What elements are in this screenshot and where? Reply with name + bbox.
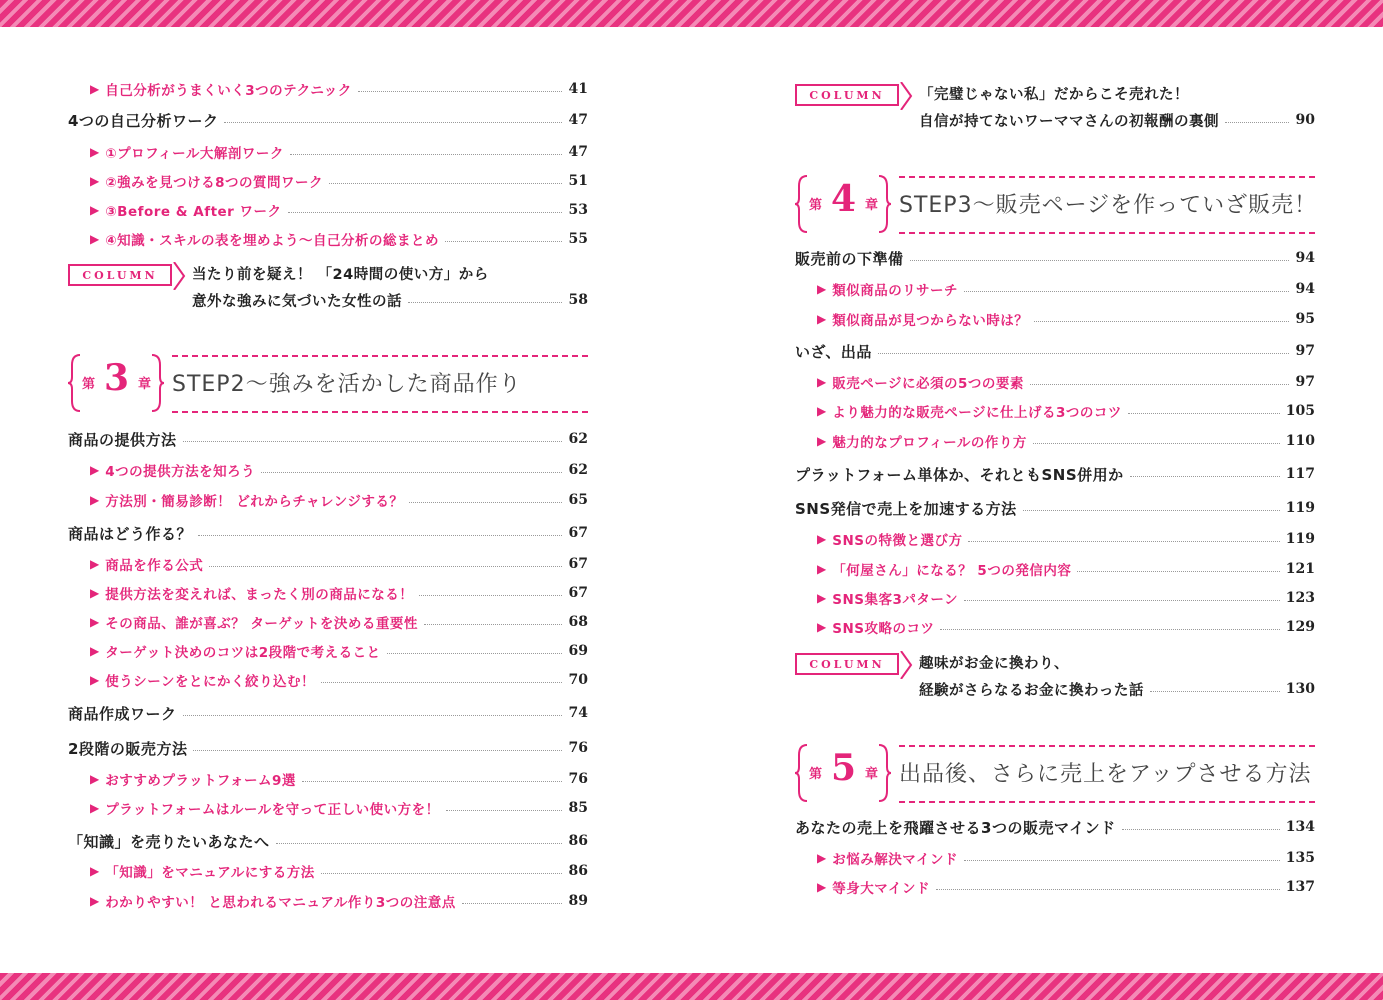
entry-title: ③Before & After ワーク bbox=[105, 204, 282, 220]
triangle-bullet-icon: ▶ bbox=[90, 82, 100, 96]
dot-leader bbox=[1122, 828, 1280, 830]
column-tag: COLUMN bbox=[68, 264, 172, 286]
chapter-4-header[interactable] bbox=[795, 176, 1318, 246]
triangle-bullet-icon: ▶ bbox=[90, 615, 100, 629]
toc-subentry[interactable] bbox=[795, 430, 1315, 452]
dot-leader bbox=[321, 872, 562, 874]
chapter-rule-top bbox=[899, 745, 1315, 747]
toc-entry[interactable] bbox=[68, 109, 588, 131]
entry-title: 方法別・簡易診断！ どれからチャレンジする？ bbox=[105, 494, 404, 510]
chapter-title: 出品後、さらに売上をアップさせる方法 bbox=[899, 762, 1312, 787]
toc-subentry[interactable] bbox=[68, 459, 588, 481]
page-number: 70 bbox=[568, 672, 588, 688]
dot-leader bbox=[1023, 509, 1280, 511]
page-number: 47 bbox=[568, 112, 588, 128]
page-number: 41 bbox=[568, 81, 588, 97]
chapter-rule-bottom bbox=[172, 411, 588, 413]
triangle-bullet-icon: ▶ bbox=[817, 532, 827, 546]
page-number: 68 bbox=[568, 614, 588, 630]
toc-subentry[interactable] bbox=[795, 528, 1315, 550]
entry-title: 販売ページに必須の5つの要素 bbox=[832, 376, 1024, 392]
triangle-bullet-icon: ▶ bbox=[90, 864, 100, 878]
triangle-bullet-icon: ▶ bbox=[90, 673, 100, 687]
toc-subentry[interactable] bbox=[795, 876, 1315, 898]
column-title-line1: 趣味がお金に換わり、 bbox=[919, 655, 1069, 672]
toc-subentry[interactable] bbox=[68, 141, 588, 163]
column-entry[interactable] bbox=[68, 262, 588, 318]
dot-leader bbox=[387, 652, 562, 654]
triangle-bullet-icon: ▶ bbox=[817, 404, 827, 418]
entry-title: 「知識」を売りたいあなたへ bbox=[68, 832, 270, 851]
dot-leader bbox=[302, 780, 562, 782]
entry-title: SNS発信で売上を加速する方法 bbox=[795, 499, 1017, 518]
chapter-sho: 章 bbox=[865, 198, 879, 213]
toc-entry[interactable] bbox=[795, 497, 1315, 519]
column-title-line2: 意外な強みに気づいた女性の話 bbox=[192, 293, 402, 310]
page-number: 76 bbox=[568, 771, 588, 787]
chapter-dai: 第 bbox=[809, 767, 823, 782]
dot-leader bbox=[445, 240, 562, 242]
entry-title: 4つの自己分析ワーク bbox=[68, 111, 219, 130]
column-tag-chevron-icon bbox=[899, 651, 913, 679]
chapter-5-header[interactable] bbox=[795, 745, 1315, 815]
entry-title: ターゲット決めのコツは2段階で考えること bbox=[105, 645, 381, 661]
page-number: 123 bbox=[1285, 590, 1315, 606]
triangle-bullet-icon: ▶ bbox=[90, 463, 100, 477]
column-tag: COLUMN bbox=[795, 653, 899, 675]
page-number: 135 bbox=[1285, 850, 1315, 866]
column-page: 90 bbox=[1295, 112, 1315, 128]
triangle-bullet-icon: ▶ bbox=[817, 851, 827, 865]
column-page: 58 bbox=[568, 292, 588, 308]
toc-entry[interactable] bbox=[68, 522, 588, 544]
page-number: 67 bbox=[568, 525, 588, 541]
triangle-bullet-icon: ▶ bbox=[90, 203, 100, 217]
page-number: 67 bbox=[568, 585, 588, 601]
column-title-line1: 「完璧じゃない私」だからこそ売れた！ bbox=[919, 86, 1189, 103]
dot-leader bbox=[419, 594, 562, 596]
chapter-rule-top bbox=[899, 176, 1315, 178]
toc-subentry[interactable] bbox=[68, 489, 588, 511]
dot-leader bbox=[968, 540, 1279, 542]
column-title-line2: 経験がさらなるお金に換わった話 bbox=[919, 682, 1144, 699]
triangle-bullet-icon: ▶ bbox=[90, 232, 100, 246]
page-number: 110 bbox=[1285, 433, 1315, 449]
entry-title: 商品作成ワーク bbox=[68, 704, 177, 723]
column-title-line1: 当たり前を疑え！ 「24時間の使い方」から bbox=[192, 266, 489, 283]
dot-leader bbox=[290, 153, 562, 155]
bottom-decorative-stripe bbox=[0, 973, 1383, 1000]
triangle-bullet-icon: ▶ bbox=[90, 772, 100, 786]
page-number: 89 bbox=[568, 893, 588, 909]
page-number: 134 bbox=[1285, 819, 1315, 835]
triangle-bullet-icon: ▶ bbox=[817, 562, 827, 576]
triangle-bullet-icon: ▶ bbox=[817, 312, 827, 326]
toc-subentry[interactable] bbox=[795, 558, 1315, 580]
page-number: 85 bbox=[568, 800, 588, 816]
chapter-number: 4 bbox=[831, 178, 857, 220]
entry-title: プラットフォームはルールを守って正しい使い方を！ bbox=[105, 802, 440, 818]
column-tag: COLUMN bbox=[795, 84, 899, 106]
page-number: 47 bbox=[568, 144, 588, 160]
entry-title: ②強みを見つける8つの質問ワーク bbox=[105, 175, 324, 191]
column-tag-chevron-icon bbox=[172, 262, 186, 290]
toc-entry[interactable] bbox=[68, 830, 588, 852]
page-number: 94 bbox=[1295, 250, 1315, 266]
triangle-bullet-icon: ▶ bbox=[90, 493, 100, 507]
dot-leader bbox=[1130, 475, 1280, 477]
toc-subentry[interactable] bbox=[68, 669, 588, 691]
toc-subentry[interactable] bbox=[795, 847, 1315, 869]
page-number: 105 bbox=[1285, 403, 1315, 419]
entry-title: わかりやすい！ と思われるマニュアル作り3つの注意点 bbox=[105, 895, 456, 911]
triangle-bullet-icon: ▶ bbox=[90, 174, 100, 188]
dot-leader bbox=[261, 471, 562, 473]
chapter-title: STEP2～強みを活かした商品作り bbox=[172, 372, 522, 397]
chapter-dai: 第 bbox=[82, 377, 96, 392]
entry-title: プラットフォーム単体か、それともSNS併用か bbox=[795, 465, 1124, 484]
chapter-sho: 章 bbox=[138, 377, 152, 392]
chapter-rule-top bbox=[172, 355, 588, 357]
chapter-dai: 第 bbox=[809, 198, 823, 213]
entry-title: SNS攻略のコツ bbox=[832, 621, 935, 637]
page-number: 62 bbox=[568, 431, 588, 447]
entry-title: ④知識・スキルの表を埋めよう～自己分析の総まとめ bbox=[105, 233, 440, 249]
toc-subentry[interactable] bbox=[68, 199, 588, 221]
toc-subentry[interactable] bbox=[795, 371, 1315, 393]
toc-entry[interactable] bbox=[68, 428, 588, 450]
chapter-number: 3 bbox=[104, 357, 130, 399]
column-tag-chevron-icon bbox=[899, 82, 913, 110]
triangle-bullet-icon: ▶ bbox=[90, 557, 100, 571]
entry-title: 2段階の販売方法 bbox=[68, 739, 188, 758]
entry-title: より魅力的な販売ページに仕上げる3つのコツ bbox=[832, 405, 1122, 421]
page-number: 86 bbox=[568, 833, 588, 849]
page-number: 119 bbox=[1285, 531, 1315, 547]
entry-title: 自己分析がうまくいく3つのテクニック bbox=[105, 83, 352, 99]
dot-leader bbox=[288, 211, 562, 213]
entry-title: あなたの売上を飛躍させる3つの販売マインド bbox=[795, 818, 1116, 837]
page-number: 117 bbox=[1285, 466, 1315, 482]
toc-entry[interactable] bbox=[68, 737, 588, 759]
dot-leader bbox=[462, 902, 562, 904]
dot-leader bbox=[276, 842, 562, 844]
toc-subentry[interactable] bbox=[795, 616, 1315, 638]
dot-leader bbox=[940, 628, 1279, 630]
triangle-bullet-icon: ▶ bbox=[90, 644, 100, 658]
toc-subentry[interactable] bbox=[795, 308, 1315, 330]
toc-subentry[interactable] bbox=[68, 553, 588, 575]
toc-subentry[interactable] bbox=[68, 78, 588, 100]
dot-leader bbox=[964, 290, 1289, 292]
dot-leader bbox=[446, 809, 562, 811]
entry-title: SNS集客3パターン bbox=[832, 592, 959, 608]
column-title-line2: 自信が持てないワーママさんの初報酬の裏側 bbox=[919, 113, 1219, 130]
triangle-bullet-icon: ▶ bbox=[817, 375, 827, 389]
triangle-bullet-icon: ▶ bbox=[817, 620, 827, 634]
dot-leader bbox=[183, 714, 562, 716]
page-number: 69 bbox=[568, 643, 588, 659]
column-entry[interactable] bbox=[795, 651, 1315, 707]
page-number: 67 bbox=[568, 556, 588, 572]
dot-leader bbox=[183, 440, 562, 442]
dot-leader bbox=[424, 623, 562, 625]
toc-subentry[interactable] bbox=[68, 170, 588, 192]
dot-leader bbox=[224, 121, 562, 123]
dot-leader bbox=[910, 259, 1289, 261]
dot-leader bbox=[198, 534, 562, 536]
chapter-3-header[interactable] bbox=[68, 355, 588, 425]
page-number: 94 bbox=[1295, 281, 1315, 297]
triangle-bullet-icon: ▶ bbox=[90, 586, 100, 600]
dot-leader bbox=[1077, 570, 1279, 572]
entry-title: お悩み解決マインド bbox=[832, 852, 958, 868]
top-decorative-stripe bbox=[0, 0, 1383, 27]
page-number: 137 bbox=[1285, 879, 1315, 895]
page-number: 129 bbox=[1285, 619, 1315, 635]
page-number: 95 bbox=[1295, 311, 1315, 327]
column-entry[interactable] bbox=[795, 82, 1315, 138]
dot-leader bbox=[964, 599, 1280, 601]
toc-entry[interactable] bbox=[795, 247, 1315, 269]
dot-leader bbox=[1128, 412, 1280, 414]
toc-subentry[interactable] bbox=[68, 611, 588, 633]
dot-leader bbox=[358, 90, 562, 92]
page-number: 55 bbox=[568, 231, 588, 247]
toc-subentry[interactable] bbox=[795, 587, 1315, 609]
entry-title: ①プロフィール大解剖ワーク bbox=[105, 146, 284, 162]
entry-title: 提供方法を変えれば、まったく別の商品になる！ bbox=[105, 587, 414, 603]
entry-title: 類似商品が見つからない時は？ bbox=[832, 313, 1029, 329]
triangle-bullet-icon: ▶ bbox=[90, 145, 100, 159]
toc-entry[interactable] bbox=[68, 702, 588, 724]
dot-leader bbox=[1030, 383, 1289, 385]
page-number: 62 bbox=[568, 462, 588, 478]
triangle-bullet-icon: ▶ bbox=[817, 282, 827, 296]
dot-leader bbox=[936, 888, 1280, 890]
toc-subentry[interactable] bbox=[68, 860, 588, 882]
entry-title: 「知識」をマニュアルにする方法 bbox=[105, 865, 315, 881]
triangle-bullet-icon: ▶ bbox=[817, 591, 827, 605]
chapter-sho: 章 bbox=[865, 767, 879, 782]
entry-title: 商品を作る公式 bbox=[105, 558, 204, 574]
dot-leader bbox=[964, 859, 1280, 861]
toc-subentry[interactable] bbox=[68, 582, 588, 604]
toc-entry[interactable] bbox=[795, 816, 1315, 838]
page-number: 97 bbox=[1295, 343, 1315, 359]
dot-leader bbox=[1033, 442, 1280, 444]
toc-subentry[interactable] bbox=[68, 640, 588, 662]
page-number: 97 bbox=[1295, 374, 1315, 390]
dot-leader bbox=[409, 501, 562, 503]
triangle-bullet-icon: ▶ bbox=[90, 801, 100, 815]
page-number: 53 bbox=[568, 202, 588, 218]
page-number: 74 bbox=[568, 705, 588, 721]
entry-title: いざ、出品 bbox=[795, 342, 872, 361]
entry-title: 商品はどう作る？ bbox=[68, 524, 193, 543]
page-number: 119 bbox=[1285, 500, 1315, 516]
toc-subentry[interactable] bbox=[68, 890, 588, 912]
page-number: 121 bbox=[1285, 561, 1315, 577]
dot-leader bbox=[329, 182, 562, 184]
triangle-bullet-icon: ▶ bbox=[817, 880, 827, 894]
entry-title: 魅力的なプロフィールの作り方 bbox=[832, 435, 1027, 451]
entry-title: SNSの特徴と選び方 bbox=[832, 533, 963, 549]
toc-subentry[interactable] bbox=[795, 400, 1315, 422]
triangle-bullet-icon: ▶ bbox=[90, 894, 100, 908]
entry-title: おすすめプラットフォーム9選 bbox=[105, 773, 296, 789]
entry-title: 商品の提供方法 bbox=[68, 430, 177, 449]
toc-entry[interactable] bbox=[795, 463, 1315, 485]
toc-subentry[interactable] bbox=[68, 768, 588, 790]
toc-subentry[interactable] bbox=[795, 278, 1315, 300]
chapter-number: 5 bbox=[831, 747, 857, 789]
entry-title: 4つの提供方法を知ろう bbox=[105, 464, 256, 480]
entry-title: 類似商品のリサーチ bbox=[832, 283, 958, 299]
triangle-bullet-icon: ▶ bbox=[817, 434, 827, 448]
dot-leader bbox=[209, 565, 562, 567]
chapter-rule-bottom bbox=[899, 232, 1315, 234]
toc-subentry[interactable] bbox=[68, 228, 588, 250]
page-number: 86 bbox=[568, 863, 588, 879]
toc-subentry[interactable] bbox=[68, 797, 588, 819]
chapter-title: STEP3～販売ページを作っていざ販売！ bbox=[899, 193, 1318, 218]
entry-title: その商品、誰が喜ぶ？ ターゲットを決める重要性 bbox=[105, 616, 418, 632]
column-page: 130 bbox=[1285, 681, 1315, 697]
dot-leader bbox=[321, 681, 562, 683]
toc-entry[interactable] bbox=[795, 340, 1315, 362]
dot-leader bbox=[878, 352, 1289, 354]
dot-leader bbox=[1034, 320, 1289, 322]
chapter-rule-bottom bbox=[899, 801, 1315, 803]
entry-title: 使うシーンをとにかく絞り込む！ bbox=[105, 674, 315, 690]
page-number: 65 bbox=[568, 492, 588, 508]
entry-title: 等身大マインド bbox=[832, 881, 930, 897]
page-number: 51 bbox=[568, 173, 588, 189]
dot-leader bbox=[193, 749, 562, 751]
entry-title: 「何屋さん」になる？ 5つの発信内容 bbox=[832, 563, 1072, 579]
entry-title: 販売前の下準備 bbox=[795, 249, 904, 268]
page-number: 76 bbox=[568, 740, 588, 756]
